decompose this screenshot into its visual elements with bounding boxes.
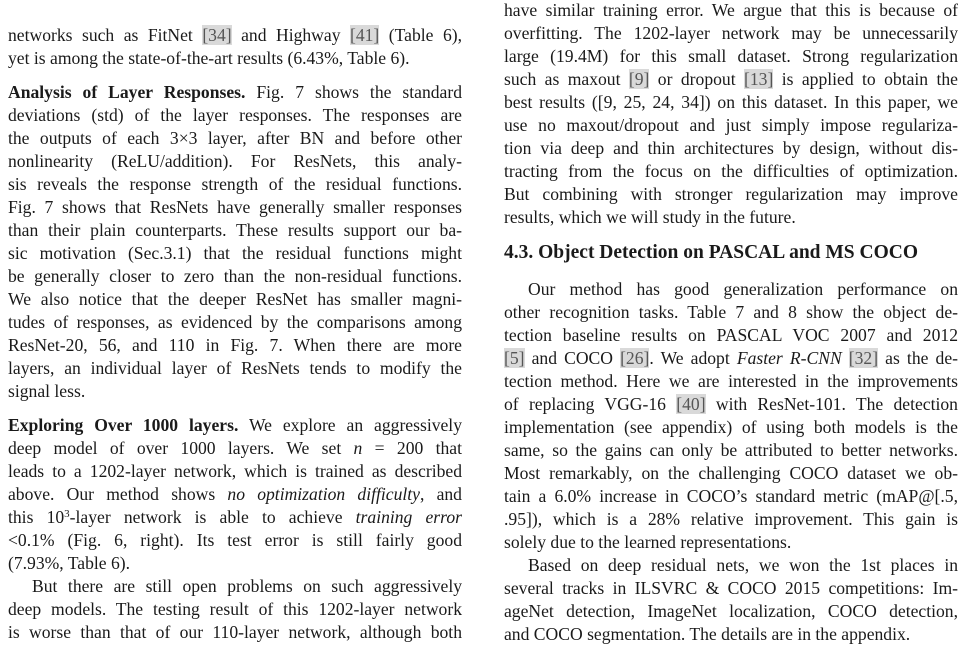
superscript: 3 bbox=[64, 508, 70, 520]
text-line bbox=[8, 506, 462, 529]
text-line bbox=[8, 437, 462, 460]
text-line: tion via deep and thin architectures by design, without dis- bbox=[504, 138, 958, 158]
text-line: deep models. The testing result of this 1202-layer network bbox=[8, 599, 462, 619]
text-line: than their plain counterparts. These results support our ba- bbox=[8, 220, 462, 240]
paragraph-heading-line bbox=[8, 414, 462, 437]
citation-link[interactable]: [9] bbox=[628, 69, 650, 89]
text-line: tection baseline results on PASCAL VOC 2007 and 2012 bbox=[504, 325, 958, 345]
text-line bbox=[504, 68, 958, 91]
text-line: several tracks in ILSVRC & COCO 2015 competitions: Im- bbox=[504, 578, 958, 598]
text: We explore an aggressively bbox=[238, 415, 462, 435]
citation-link[interactable]: [41] bbox=[349, 25, 380, 45]
text: such as maxout bbox=[504, 69, 629, 89]
section-heading: 4.3. Object Detection on PASCAL and MS COCO bbox=[504, 242, 919, 263]
text-line: have similar training error. We argue that this is because of bbox=[504, 0, 958, 20]
text-line: tain a 6.0% increase in COCO’s standard metric (mAP@[.5, bbox=[504, 486, 958, 506]
text: (Table 6), bbox=[379, 25, 462, 45]
text-line: results, which we will study in the future. bbox=[504, 207, 796, 227]
text-line: tection method. Here we are interested in the improvements bbox=[504, 371, 958, 391]
text: -layer network is able to achieve bbox=[69, 507, 356, 527]
text: = 200 that bbox=[362, 438, 462, 458]
text-line: We also notice that the deeper ResNet has smaller magni- bbox=[8, 289, 462, 309]
citation-link[interactable]: [34] bbox=[202, 25, 232, 45]
text-line: be generally closer to zero than the non-residual functions. bbox=[8, 266, 462, 286]
text-line: leads to a 1202-layer network, which is trained as described bbox=[8, 461, 462, 481]
text: this 10 bbox=[8, 507, 65, 527]
emphasis: no optimization difficulty bbox=[227, 484, 420, 504]
text-line: the outputs of each 3×3 layer, after BN and before other bbox=[8, 128, 462, 148]
text-line: large (19.4M) for this small dataset. Strong regularization bbox=[504, 46, 958, 66]
citation-link[interactable]: [13] bbox=[744, 69, 774, 89]
text-line bbox=[8, 483, 462, 506]
text-line: use no maxout/dropout and just simply impose regulariza- bbox=[504, 115, 958, 135]
text-line: tudes of responses, as evidenced by the comparisons among bbox=[8, 312, 462, 332]
text-line bbox=[504, 393, 958, 416]
text-line bbox=[8, 24, 462, 47]
text-line: layers, an individual layer of ResNets tends to modify the bbox=[8, 358, 462, 378]
text-line: deviations (std) of the layer responses. The responses are bbox=[8, 105, 462, 125]
text: and Highway bbox=[231, 25, 350, 45]
paragraph-heading: Analysis of Layer Responses. bbox=[8, 82, 246, 102]
text: , and bbox=[419, 484, 462, 504]
text: Fig. 7 shows the standard bbox=[245, 82, 462, 102]
text-line: sis reveals the response strength of the residual functions. bbox=[8, 174, 462, 194]
text: is applied to obtain the bbox=[773, 69, 958, 89]
text: or dropout bbox=[649, 69, 744, 89]
text-line: overfitting. The 1202-layer network may be unnecessarily bbox=[504, 23, 958, 43]
text-line: is worse than that of our 110-layer network, although both bbox=[8, 622, 462, 642]
text bbox=[842, 348, 849, 368]
text-line: implementation (see appendix) of using both models is the bbox=[504, 417, 958, 437]
paragraph-heading-line bbox=[8, 81, 462, 104]
text: with ResNet-101. The detection bbox=[705, 394, 958, 414]
text: . We adopt bbox=[649, 348, 737, 368]
text-line: solely due to the learned representations. bbox=[504, 532, 792, 552]
text: of replacing VGG-16 bbox=[504, 394, 677, 414]
emphasis: Faster R-CNN bbox=[736, 348, 842, 368]
text-line: other recognition tasks. Table 7 and 8 show the object de- bbox=[504, 302, 958, 322]
text-line: same, so the gains can only be attributed to better networks. bbox=[504, 440, 958, 460]
citation-link[interactable]: [32] bbox=[848, 348, 879, 368]
text-line: tracting from the focus on the difficulties of optimization. bbox=[504, 161, 958, 181]
text-line: But there are still open problems on such aggressively bbox=[32, 576, 462, 596]
text-line: .95]), which is a 28% relative improvement. This gain is bbox=[504, 509, 958, 529]
text: networks such as FitNet bbox=[8, 25, 203, 45]
text-line: (7.93%, Table 6). bbox=[8, 553, 131, 573]
text: deep model of over 1000 layers. We set bbox=[8, 438, 354, 458]
text-line bbox=[504, 347, 958, 370]
math-variable: n bbox=[353, 438, 363, 458]
text-line: ageNet detection, ImageNet localization, COCO detection, bbox=[504, 601, 958, 621]
emphasis: training error bbox=[355, 507, 462, 527]
text-line: Based on deep residual nets, we won the 1st places in bbox=[528, 555, 958, 575]
text-line: sic motivation (Sec.3.1) that the residual functions might bbox=[8, 243, 462, 263]
paragraph-heading: Exploring Over 1000 layers. bbox=[8, 415, 239, 435]
text-line: yet is among the state-of-the-art results (6.43%, Table 6). bbox=[8, 48, 410, 68]
text-line: nonlinearity (ReLU/addition). For ResNets, this analy- bbox=[8, 151, 462, 171]
citation-link[interactable]: [26] bbox=[620, 348, 650, 368]
text-line: <0.1% (Fig. 6, right). Its test error is still fairly good bbox=[8, 530, 462, 550]
text-line: best results ([9, 25, 24, 34]) on this dataset. In this paper, we bbox=[504, 92, 958, 112]
text-line: Most remarkably, on the challenging COCO dataset we ob- bbox=[504, 463, 958, 483]
text-line: and COCO segmentation. The details are in the appendix. bbox=[504, 624, 911, 644]
citation-link[interactable]: [40] bbox=[676, 394, 706, 414]
text-line: ResNet-20, 56, and 110 in Fig. 7. When there are more bbox=[8, 335, 462, 355]
text-line: Our method has good generalization performance on bbox=[528, 279, 958, 299]
text: above. Our method shows bbox=[8, 484, 228, 504]
text-line: Fig. 7 shows that ResNets have generally smaller responses bbox=[8, 197, 462, 217]
text-line: signal less. bbox=[8, 381, 86, 401]
citation-link[interactable]: [5] bbox=[504, 348, 525, 368]
text-line: But combining with stronger regularization may improve bbox=[504, 184, 958, 204]
text: as the de- bbox=[878, 348, 958, 368]
text: and COCO bbox=[524, 348, 621, 368]
